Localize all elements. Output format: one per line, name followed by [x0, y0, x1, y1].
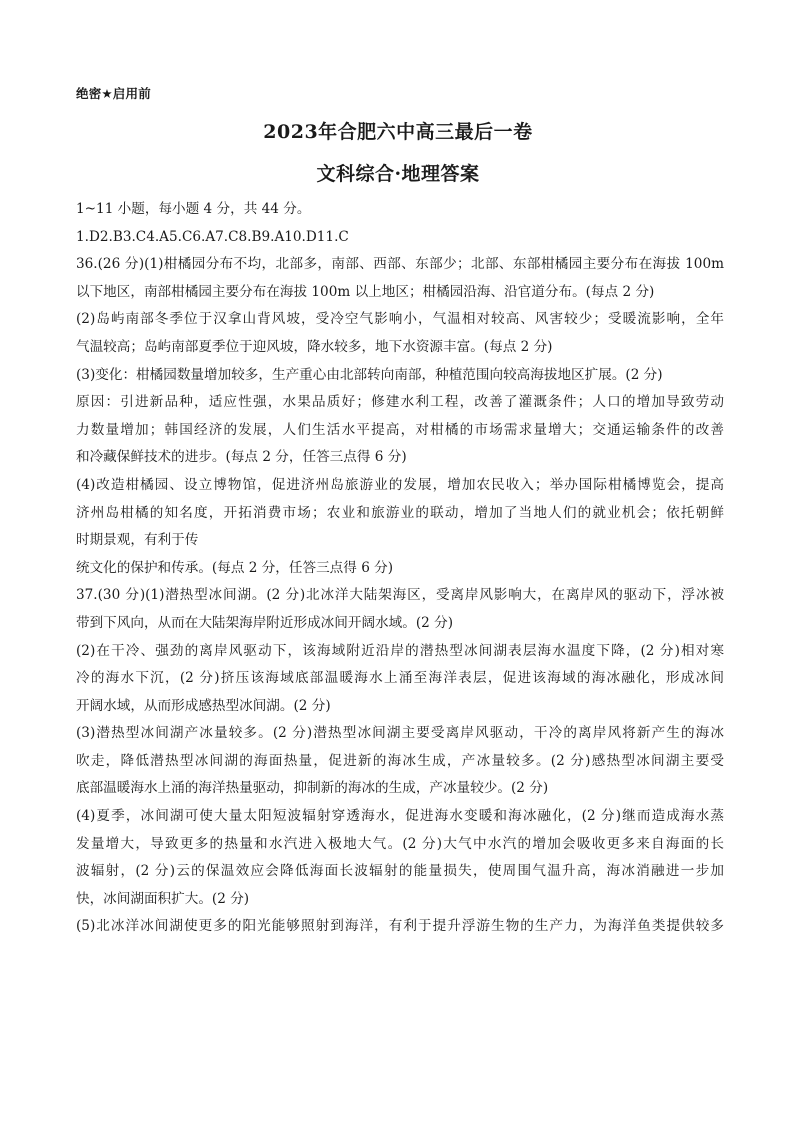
text-line: 波辐射，(2 分)云的保温效应会降低海面长波辐射的能量损失，使周围气温升高，海冰消融进一步加 — [76, 863, 724, 880]
text-line: (5)北冰洋冰间湖使更多的阳光能够照射到海洋，有利于提升浮游生物的生产力，为海洋鱼类提供较多 — [76, 918, 724, 935]
text-line: 以下地区，南部柑橘园主要分布在海拔 100m 以上地区；柑橘园沿海、沿官道分布。(每点 2 分) — [76, 283, 655, 300]
text-line: 1.D2.B3.C4.A5.C6.A7.C8.B9.A10.D11.C — [76, 228, 349, 245]
text-line: (2)岛屿南部冬季位于汉拿山背风坡，受冷空气影响小，气温相对较高、风害较少；受暖流影响，全年 — [76, 311, 724, 328]
text-line: 和冷藏保鲜技术的进步。(每点 2 分，任答三点得 6 分) — [76, 449, 407, 466]
text-line: 气温较高；岛屿南部夏季位于迎风坡，降水较多，地下水资源丰富。(每点 2 分) — [76, 338, 553, 355]
text-line: 时期景观，有利于传 — [76, 532, 199, 549]
text-line: 力数量增加；韩国经济的发展，人们生活水平提高，对柑橘的市场需求量增大；交通运输条件的改善 — [76, 421, 724, 438]
text-line: 统文化的保护和传承。(每点 2 分，任答三点得 6 分) — [76, 559, 394, 576]
text-line: (4)夏季，冰间湖可使大量太阳短波辐射穿透海水，促进海水变暖和海冰融化，(2 分)继而造成海水蒸 — [76, 808, 724, 825]
exam-title: 2023年合肥六中高三最后一卷 — [263, 121, 533, 143]
text-line: 开阔水域，从而形成感热型冰间湖。(2 分) — [76, 697, 331, 714]
text-line: 济州岛柑橘的知名度，开拓消费市场；农业和旅游业的联动，增加了当地人们的就业机会；依托朝鲜 — [76, 504, 724, 521]
text-line: 发量增大，导致更多的热量和水汽进入极地大气。(2 分)大气中水汽的增加会吸收更多来自海面的长 — [76, 835, 724, 852]
text-line: (2)在干冷、强劲的离岸风驱动下，该海域附近沿岸的潜热型冰间湖表层海水温度下降，(2 分)相对寒 — [76, 642, 724, 659]
text-line: 快，冰间湖面积扩大。(2 分) — [76, 890, 250, 907]
exam-subtitle: 文科综合·地理答案 — [316, 163, 480, 185]
text-line: (4)改造柑橘园、设立博物馆，促进济州岛旅游业的发展，增加农民收入；举办国际柑橘博览会，提高 — [76, 476, 724, 493]
text-line: 冷的海水下沉，(2 分)挤压该海域底部温暖海水上涌至海洋表层，促进该海域的海冰融化，形成冰间 — [76, 670, 724, 687]
text-line: 吹走，降低潜热型冰间湖的海面热量，促进新的海冰生成，产冰量较多。(2 分)感热型冰间湖主要受 — [76, 752, 724, 769]
text-line: (3)潜热型冰间湖产冰量较多。(2 分)潜热型冰间湖主要受离岸风驱动，干冷的离岸风将新产生的海冰 — [76, 725, 724, 742]
text-line: 1~11 小题，每小题 4 分，共 44 分。 — [76, 201, 311, 217]
text-line: 底部温暖海水上涌的海洋热量驱动，抑制新的海冰的生成，产冰量较少。(2 分) — [76, 780, 549, 797]
text-line: 带到下风向，从而在大陆架海岸附近形成冰间开阔水域。(2 分) — [76, 614, 454, 631]
answer-body — [76, 196, 724, 941]
text-line: 37.(30 分)(1)潜热型冰间湖。(2 分)北冰洋大陆架海区，受离岸风影响大，在离岸风的驱动下，浮冰被 — [76, 587, 724, 604]
confidential-label: 绝密★启用前 — [76, 86, 151, 101]
text-line: (3)变化：柑橘园数量增加较多，生产重心由北部转向南部，种植范围向较高海拔地区扩展。(2 分) — [76, 366, 663, 383]
text-line: 36.(26 分)(1)柑橘园分布不均，北部多，南部、西部、东部少；北部、东部柑橘园主要分布在海拔 100m — [76, 256, 724, 273]
text-line: 原因：引进新品种，适应性强，水果品质好；修建水利工程，改善了灌溉条件；人口的增加导致劳动 — [76, 394, 724, 411]
